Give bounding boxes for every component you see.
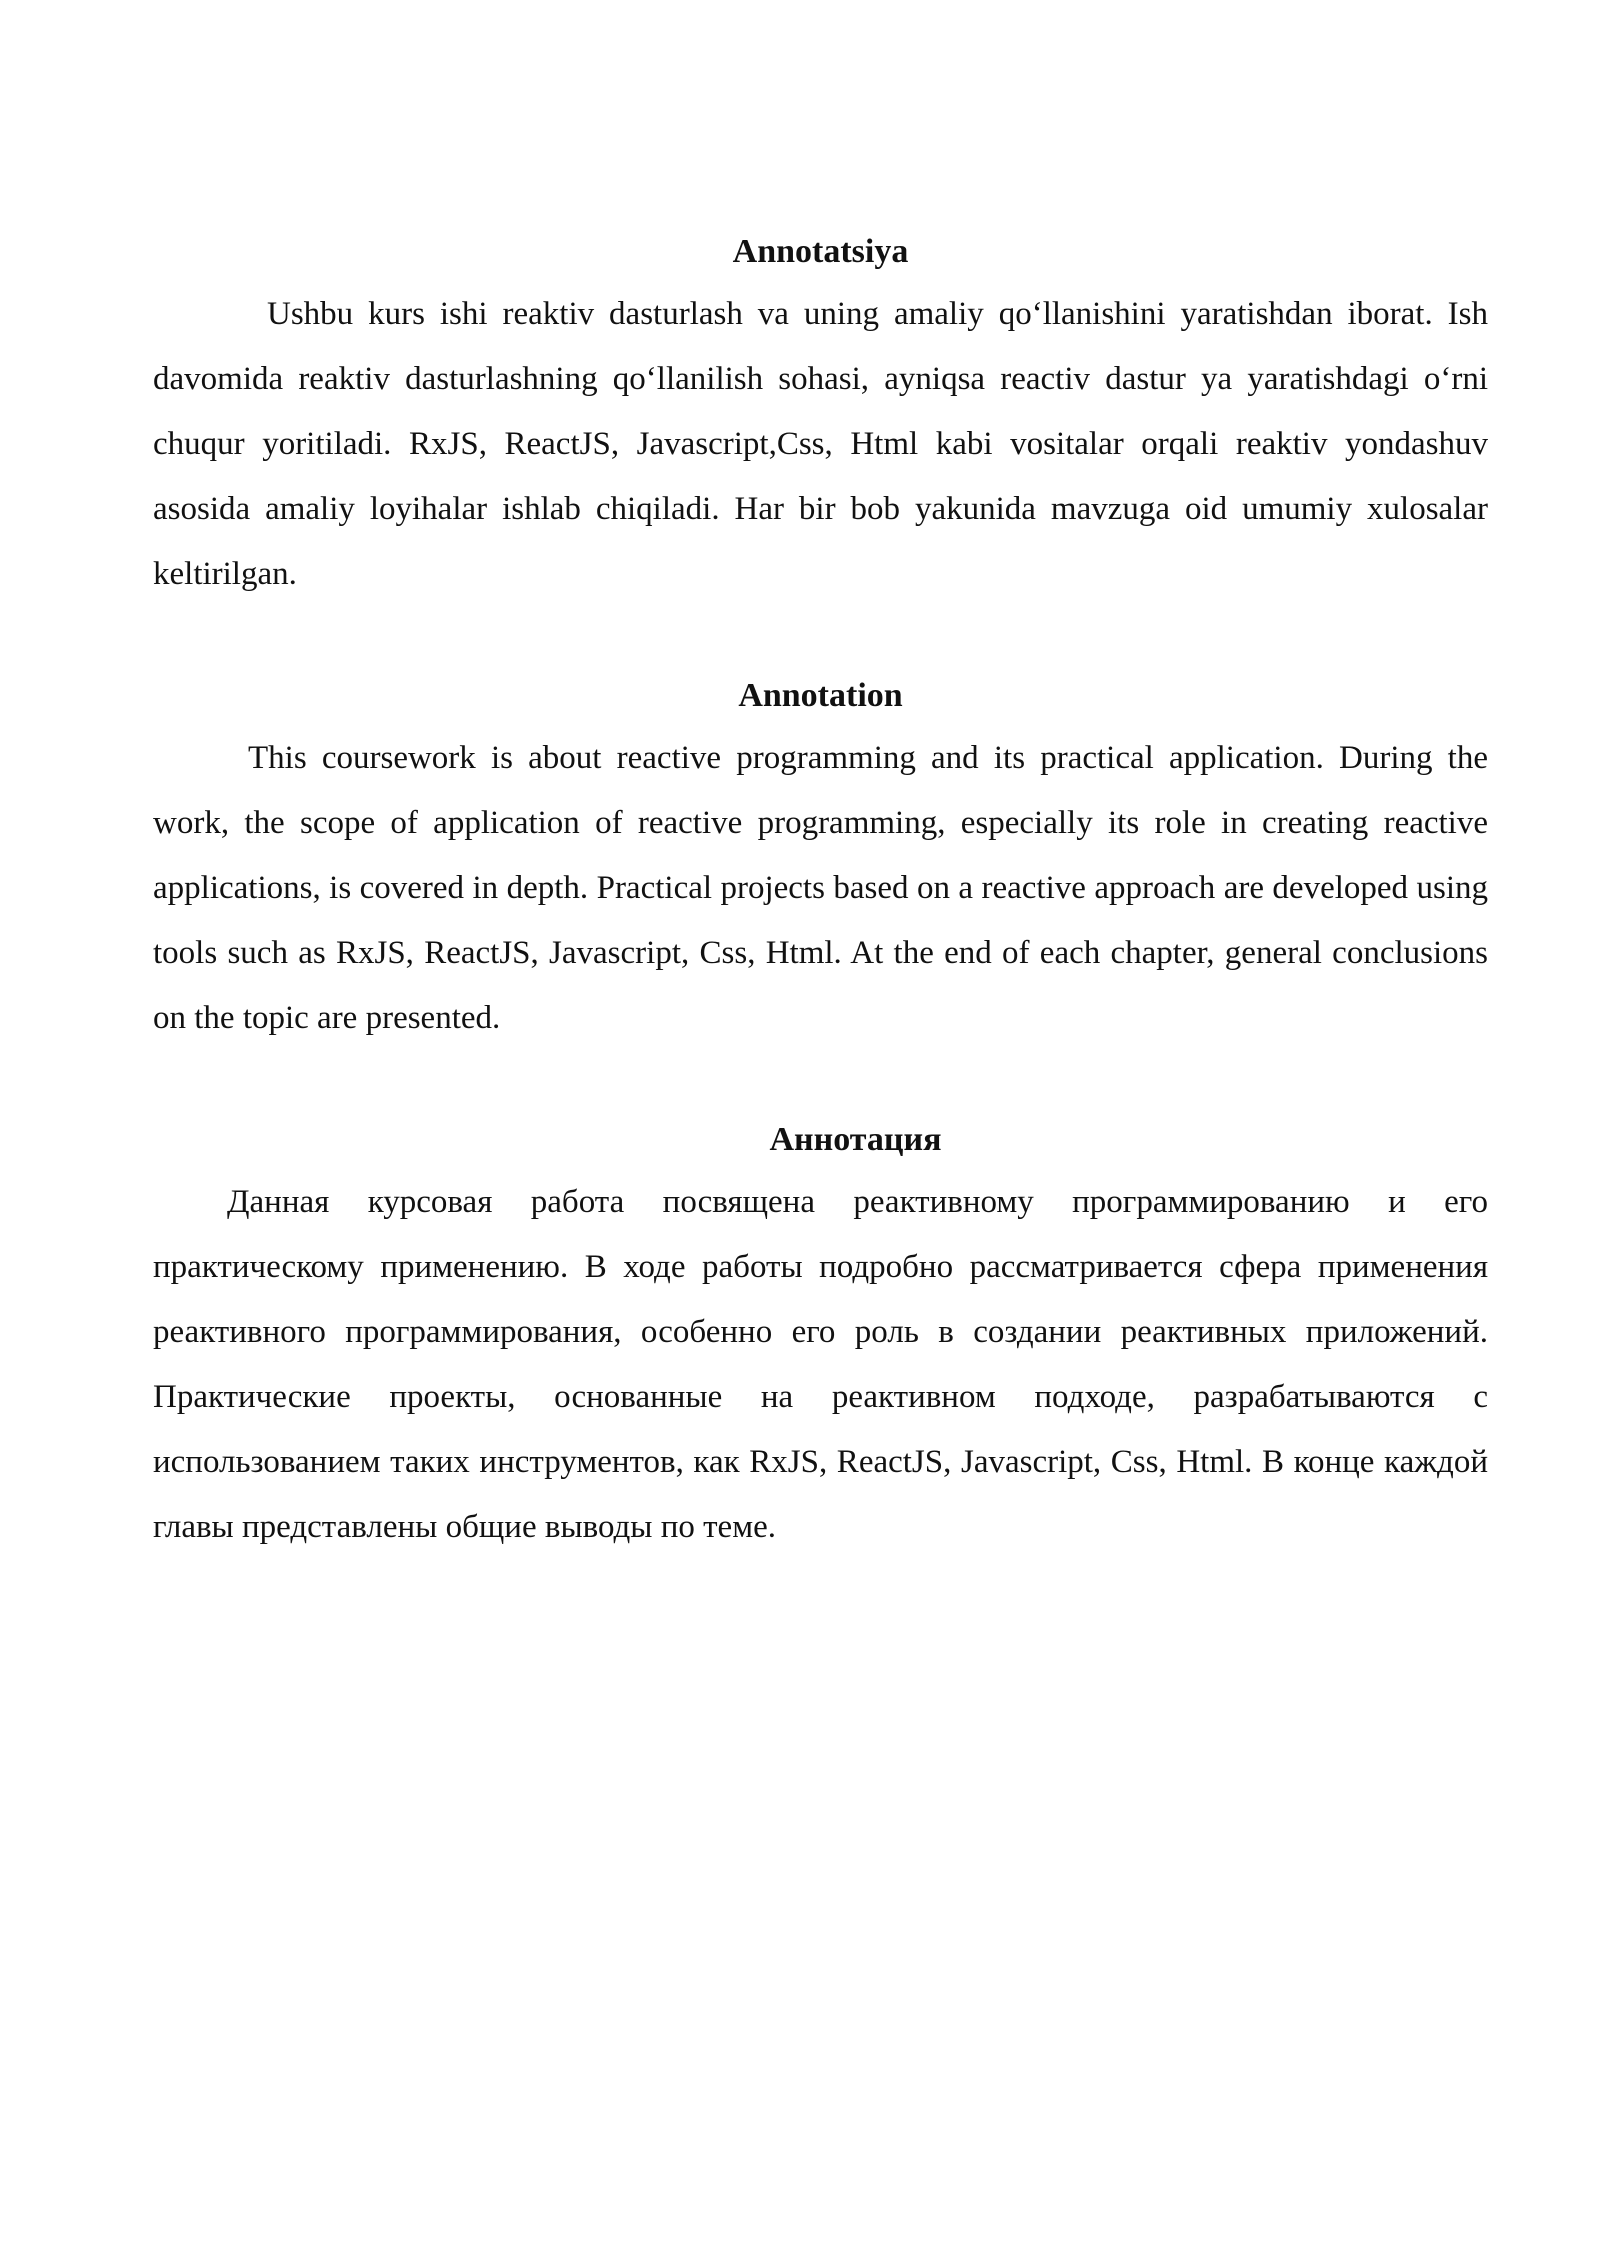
section-body-uzbek: Ushbu kurs ishi reaktiv dasturlash va uning amaliy qo‘llanishini yaratishdan iborat. Ish davomida reaktiv dasturlashning qo‘llanilish sohasi, ayniqsa reactiv dastur ya yaratishdagi o‘rni chuqur yoritiladi. RxJS, ReactJS, Javascript,Css, Html kabi vositalar orqali reaktiv yondashuv asosida amaliy loyihalar ishlab chiqiladi. Har bir bob yakunida mavzuga oid umumiy xulosalar keltirilgan. — [153, 296, 1488, 592]
annotation-section-uzbek — [153, 225, 1488, 607]
section-title-russian: Аннотация — [769, 1121, 942, 1158]
section-title-english: Annotation — [738, 677, 903, 714]
annotation-section-english — [153, 669, 1488, 1051]
section-title-uzbek: Annotatsiya — [732, 233, 909, 270]
annotation-section-russian — [153, 1113, 1488, 1560]
section-body-russian: Данная курсовая работа посвящена реактивному программированию и его практическому применению. В ходе работы подробно рассматривается сфера применения реактивного программирования, особенно его роль в создании реактивных приложений. Практические проекты, основанные на реактивном подходе, разрабатываются с использованием таких инструментов, как RxJS, ReactJS, Javascript, Css, Html. В конце каждой главы представлены общие выводы по теме. — [153, 1184, 1488, 1545]
document-page — [153, 225, 1488, 1560]
section-body-english: This coursework is about reactive programming and its practical application. During the work, the scope of application of reactive programming, especially its role in creating reactive applications, is covered in depth. Practical projects based on a reactive approach are developed using tools such as RxJS, ReactJS, Javascript, Css, Html. At the end of each chapter, general conclusions on the topic are presented. — [153, 740, 1488, 1036]
